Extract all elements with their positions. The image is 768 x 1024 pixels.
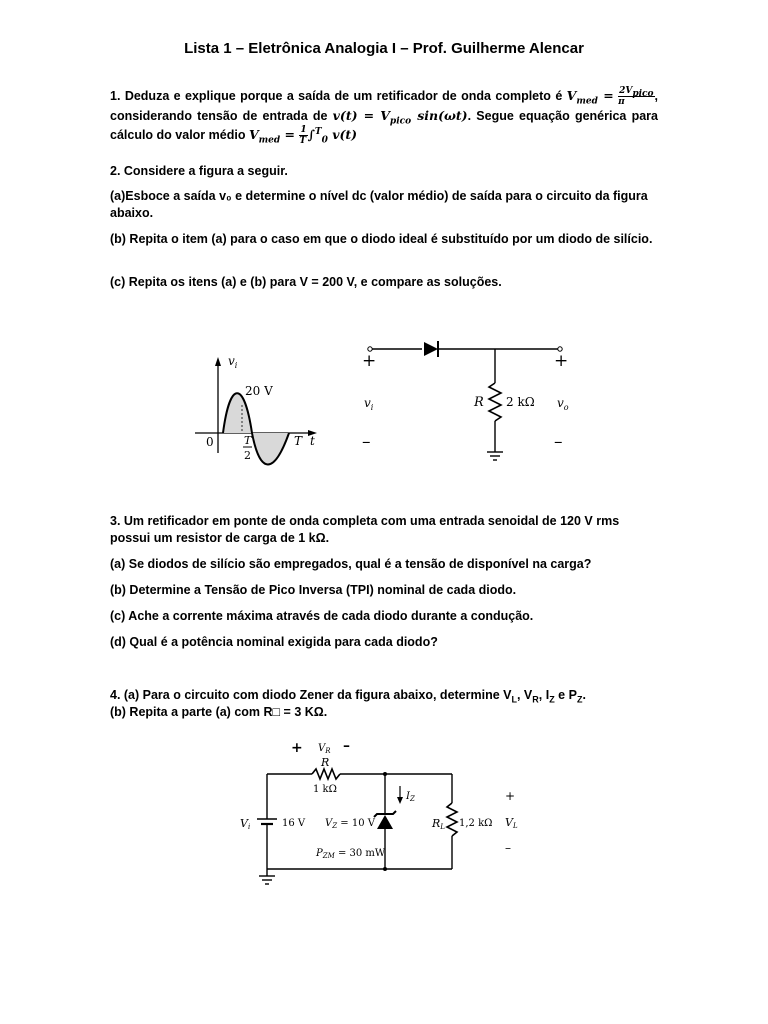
question-3d: (d) Qual é a potência nominal exigida para cada diodo? [110, 635, 438, 649]
pzm-label: $P_{ZM} = 30$ mW [316, 848, 386, 860]
vr-plus: + [291, 740, 303, 756]
diode-icon [424, 342, 438, 356]
question-3c: (c) Ache a corrente máxima através de cada diodo durante a condução. [110, 609, 534, 623]
vi-label-2: Vi [240, 817, 251, 831]
question-2a: (a)Esboce a saída v₀ e determine o nível dc (valor médio) de saída para o circuito da figura abaixo. [110, 189, 648, 220]
q1-input-eq: $v(t) = V_{pico}$ sin(ωt) [332, 108, 468, 127]
question-1 [110, 86, 658, 146]
vi-label: $v_i$ [364, 396, 374, 412]
vz-label: $V_Z = 10$ V [325, 818, 375, 830]
q1-text-1: 1. Deduza e explique porque a saída de um retificador de onda completo é [110, 88, 567, 103]
source-value: 16 V [282, 818, 306, 829]
question-3a: (a) Se diodos de silício são empregados, qual é a tensão de disponível na carga? [110, 557, 592, 571]
vr-label: $V_R$ [318, 743, 331, 755]
r-label: R [474, 395, 484, 410]
q1-text-3: . Segue equação genérica para cálculo do valor médio [110, 109, 658, 142]
vl-label: VL [505, 816, 518, 830]
question-4b: (b) Repita a parte (a) com R□ = 3 KΩ. [110, 705, 328, 719]
q1-text-2: , considerando tensão de entrada de [110, 88, 658, 123]
minus-right: – [554, 432, 563, 452]
vr-minus: – [343, 738, 350, 754]
vi-axis-label: $v_i$ [228, 354, 238, 370]
plus-right: + [554, 351, 569, 371]
zener-diode-icon [377, 815, 393, 829]
rl-value: 1,2 kΩ [459, 818, 493, 829]
vl-plus: + [505, 789, 516, 803]
question-3b: (b) Determine a Tensão de Pico Inversa (TPI) nominal de cada diodo. [110, 583, 517, 597]
vo-label: $v_o$ [557, 396, 569, 412]
rl-label: RL [432, 817, 445, 831]
question-2c: (c) Repita os itens (a) e (b) para V = 200 V, e compare as soluções. [110, 275, 502, 289]
resistor-icon [489, 383, 501, 421]
minus-left: – [362, 432, 371, 452]
question-3-intro: 3. Um retificador em ponte de onda completa com uma entrada senoidal de 120 V rms possui um resistor de carga de 1 kΩ. [110, 514, 620, 545]
resistor-r-icon [312, 769, 340, 779]
q1-vmed: $V_{med}$ = [566, 87, 614, 107]
half-period-num: T [244, 434, 252, 447]
r-value-2: 1 kΩ [313, 784, 337, 795]
half-period-den: 2 [244, 449, 251, 462]
q1-fraction: $\frac{2V_{pico}}{\pi}$ [618, 86, 654, 107]
plus-left: + [362, 351, 377, 371]
period-label: T [294, 434, 303, 448]
resistor-rl-icon [447, 803, 457, 836]
t-axis-label: t [310, 434, 315, 448]
iz-label: $I_Z$ [406, 791, 415, 803]
r-label-2: R [321, 756, 330, 769]
figure-2 [230, 736, 530, 891]
vl-minus: – [505, 841, 511, 855]
question-4a: 4. (a) Para o circuito com diodo Zener da figura abaixo, determine $V_L$, $V_R$, $I_Z$ e $P_Z$. [110, 688, 586, 705]
origin-label: 0 [206, 435, 214, 449]
q1-avg-eq: $V_{med}$ = $\frac{1}{T}$ ∫$^T_0$ v(t) [248, 125, 358, 146]
peak-label: 20 V [245, 384, 273, 398]
question-2b: (b) Repita o item (a) para o caso em que o diodo ideal é substituído por um diodo de silício. [110, 232, 653, 246]
y-axis-arrow [215, 357, 221, 366]
r-value: 2 kΩ [506, 395, 535, 409]
question-2-intro: 2. Considere a figura a seguir. [110, 164, 288, 178]
figure-1 [190, 335, 590, 470]
page-title: Lista 1 – Eletrônica Analogia I – Prof. Guilherme Alencar [184, 40, 584, 57]
